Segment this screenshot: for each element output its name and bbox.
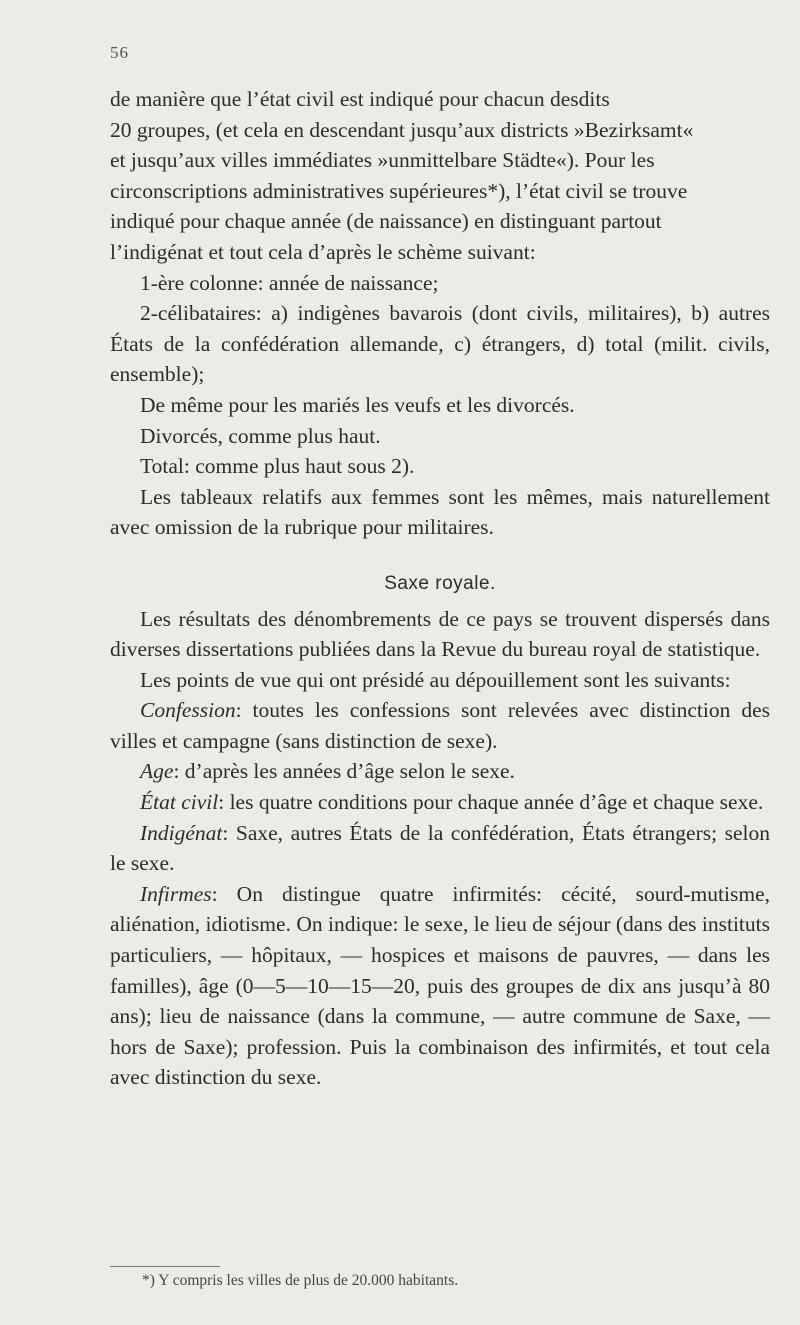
age-term: Age xyxy=(140,759,174,784)
indigenat-paragraph xyxy=(110,818,770,879)
text-line: l’indigénat et tout cela d’après le schème suivant: xyxy=(110,239,536,264)
infirmes-text: : On distingue quatre infirmités: cécité, sourd-mutisme, aliénation, idiotisme. On indique: le sexe, le lieu de séjour (dans des instituts particuliers, — hôpitaux, — hospices et maisons de pauvres, — dans les familles), âge (0—5—10—15—20, puis des groupes de dix ans jusqu’à 80 ans); lieu de naissance (dans la commune, — autre commune de Saxe, — hors de Saxe); profession. Puis la combinaison des infirmités, et tout cela avec distinction du sexe. xyxy=(110,881,770,1090)
scheme-women: Les tableaux relatifs aux femmes sont les mêmes, mais naturellement avec omission de la rubrique pour militaires. xyxy=(110,484,770,540)
etat-civil-paragraph xyxy=(110,787,770,818)
section-title: Saxe royale. xyxy=(384,572,496,594)
confession-term: Confession xyxy=(140,698,236,723)
text-line: de manière que l’état civil est indiqué pour chacun desdits xyxy=(110,87,610,111)
text-line: 20 groupes, (et cela en descendant jusqu’aux districts »Bezirksamt« xyxy=(110,117,694,142)
text-line: indiqué pour chaque année (de naissance) en distinguant partout xyxy=(110,209,662,234)
footnote-rule xyxy=(110,1266,220,1267)
body-text xyxy=(110,84,770,1093)
scheme-column-2: 2-célibataires: a) indigènes bavarois (dont civils, militaires), b) autres États de la confédération allemande, c) étrangers, d) total (milit. civils, ensemble); xyxy=(110,301,770,387)
scheme-column-1: 1-ère colonne: année de naissance; xyxy=(140,270,439,295)
indigenat-text: : Saxe, autres États de la confédération, États étrangers; selon le sexe. xyxy=(110,820,770,876)
text-line: circonscriptions administratives supérieures*), l’état civil se trouve xyxy=(110,178,688,203)
saxe-intro: Les résultats des dénombrements de ce pays se trouvent dispersés dans diverses dissertations publiées dans la Revue du bureau royal de statistique. xyxy=(110,606,770,662)
scheme-married: De même pour les mariés les veufs et les divorcés. xyxy=(140,392,575,417)
etat-civil-term: État civil xyxy=(140,790,219,815)
section-spacer xyxy=(110,543,770,569)
age-paragraph xyxy=(110,756,770,787)
confession-paragraph xyxy=(110,695,770,756)
text-line: et jusqu’aux villes immédiates »unmittelbare Städte«). Pour les xyxy=(110,148,655,173)
page-number: 56 xyxy=(110,43,129,62)
scheme-total: Total: comme plus haut sous 2). xyxy=(140,454,415,479)
scheme-divorced: Divorcés, comme plus haut. xyxy=(140,423,381,448)
infirmes-term: Infirmes xyxy=(140,881,212,906)
infirmes-paragraph xyxy=(110,879,770,1093)
indigenat-term: Indigénat xyxy=(140,820,223,845)
saxe-points: Les points de vue qui ont présidé au dépouillement sont les suivants: xyxy=(140,667,731,692)
footnote: *) Y compris les villes de plus de 20.000 habitants. xyxy=(142,1272,459,1289)
confession-text: : toutes les confessions sont relevées avec distinction des villes et campagne (sans distinction de sexe). xyxy=(110,698,770,753)
etat-civil-text: : les quatre conditions pour chaque année d’âge et chaque sexe. xyxy=(218,790,764,815)
age-text: : d’après les années d’âge selon le sexe. xyxy=(173,759,515,784)
